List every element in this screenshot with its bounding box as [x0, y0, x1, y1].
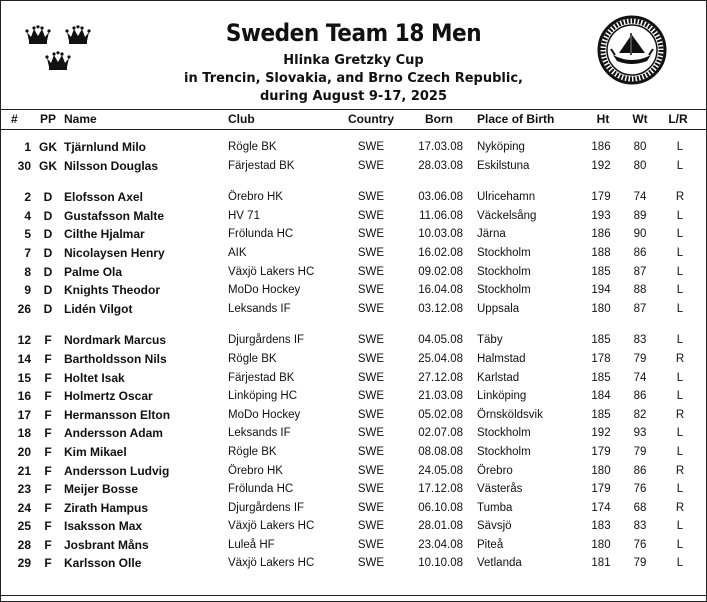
table-row — [1, 188, 706, 207]
table-row — [1, 536, 706, 555]
player-weight: 76 — [633, 538, 647, 551]
player-position: F — [44, 519, 52, 534]
table-row — [1, 554, 706, 573]
player-club: Örebro HK — [228, 464, 283, 477]
player-place-of-birth: Täby — [477, 334, 503, 347]
roster-header — [1, 1, 706, 109]
player-number: 8 — [24, 264, 31, 279]
tournament-location: in Trencin, Slovakia, and Brno Czech Republic, — [184, 71, 523, 86]
player-country: SWE — [357, 228, 385, 241]
player-born: 03.06.08 — [418, 191, 463, 204]
player-weight: 89 — [633, 209, 647, 222]
table-row — [1, 443, 706, 462]
player-shoots: L — [676, 390, 684, 403]
player-place-of-birth: Stockholm — [477, 284, 531, 297]
player-club: Djurgårdens IF — [228, 334, 305, 347]
player-country: SWE — [357, 246, 385, 259]
player-club: Rögle BK — [228, 352, 277, 365]
player-born: 11.06.08 — [419, 209, 463, 222]
player-club: Frölunda HC — [228, 228, 294, 241]
table-row — [1, 244, 706, 263]
player-height: 179 — [591, 483, 611, 496]
player-country: SWE — [357, 352, 385, 365]
table-row — [1, 499, 706, 518]
player-country: SWE — [357, 302, 385, 315]
player-place-of-birth: Stockholm — [477, 265, 531, 278]
player-shoots: R — [675, 191, 685, 204]
player-shoots: L — [676, 228, 684, 241]
player-shoots: L — [676, 141, 684, 153]
player-number: 18 — [17, 426, 31, 441]
player-weight: 76 — [633, 483, 647, 496]
player-club: Linköping HC — [228, 390, 298, 403]
player-place-of-birth: Örebro — [477, 464, 513, 477]
player-position: D — [43, 190, 53, 205]
column-header-born: Born — [425, 112, 453, 126]
player-position: F — [44, 444, 52, 459]
player-number: 9 — [24, 283, 31, 298]
player-name: Lidén Vilgot — [64, 301, 133, 316]
player-club: Rögle BK — [228, 141, 277, 153]
player-number: 14 — [17, 351, 31, 366]
player-number: 12 — [17, 333, 31, 348]
player-name: Andersson Ludvig — [64, 463, 170, 478]
goalies-group — [1, 138, 706, 175]
player-country: SWE — [357, 265, 385, 278]
player-club: Färjestad BK — [228, 371, 295, 384]
player-place-of-birth: Stockholm — [477, 246, 531, 259]
player-place-of-birth: Västerås — [477, 483, 523, 496]
table-row — [1, 207, 706, 226]
player-place-of-birth: Stockholm — [477, 427, 531, 440]
player-number: 21 — [17, 463, 31, 478]
column-header-place-of-birth: Place of Birth — [477, 112, 555, 126]
player-born: 24.05.08 — [418, 464, 463, 477]
player-name: Cilthe Hjalmar — [64, 227, 145, 242]
player-country: SWE — [357, 538, 385, 551]
player-weight: 82 — [633, 408, 647, 421]
player-height: 174 — [591, 501, 611, 514]
player-born: 28.01.08 — [418, 520, 463, 533]
player-name: Nordmark Marcus — [64, 333, 167, 348]
player-country: SWE — [357, 159, 385, 172]
player-place-of-birth: Sävsjö — [477, 520, 512, 533]
player-height: 185 — [591, 371, 611, 384]
player-name: Andersson Adam — [64, 426, 163, 441]
player-born: 25.04.08 — [418, 352, 463, 365]
player-born: 28.03.08 — [418, 159, 463, 172]
table-row — [1, 406, 706, 425]
player-name: Zirath Hampus — [64, 500, 149, 515]
forwards-group — [1, 331, 706, 573]
player-shoots: R — [675, 464, 685, 477]
player-born: 23.04.08 — [418, 538, 463, 551]
table-row — [1, 462, 706, 481]
player-shoots: R — [675, 408, 685, 421]
tournament-name: Hlinka Gretzky Cup — [283, 53, 424, 68]
player-height: 179 — [591, 445, 611, 458]
player-country: SWE — [357, 445, 385, 458]
table-row — [1, 331, 706, 350]
player-country: SWE — [357, 371, 385, 384]
player-name: Elofsson Axel — [64, 190, 143, 205]
player-shoots: R — [675, 501, 685, 514]
player-country: SWE — [357, 334, 385, 347]
player-place-of-birth: Stockholm — [477, 445, 531, 458]
player-position: F — [44, 389, 52, 404]
table-row — [1, 300, 706, 319]
player-name: Josbrant Måns — [64, 537, 149, 552]
roster-table — [1, 109, 706, 573]
player-number: 28 — [17, 537, 31, 552]
table-row — [1, 369, 706, 388]
player-shoots: L — [676, 445, 684, 458]
player-country: SWE — [357, 209, 385, 222]
table-row — [1, 480, 706, 499]
player-position: D — [43, 208, 53, 223]
player-weight: 83 — [633, 520, 647, 533]
player-born: 10.10.08 — [418, 557, 463, 570]
player-position: D — [43, 264, 53, 279]
player-name: Palme Ola — [64, 264, 123, 279]
player-club: Färjestad BK — [228, 159, 295, 172]
column-header-height: Ht — [596, 112, 610, 126]
player-club: Djurgårdens IF — [228, 501, 305, 514]
table-row — [1, 424, 706, 443]
player-name: Tjärnlund Milo — [64, 140, 146, 154]
player-place-of-birth: Eskilstuna — [477, 159, 530, 172]
player-name: Hermansson Elton — [64, 407, 171, 422]
player-position: F — [44, 500, 52, 515]
player-born: 09.02.08 — [418, 265, 463, 278]
player-position: F — [44, 407, 52, 422]
player-height: 184 — [591, 390, 611, 403]
player-position: F — [44, 482, 52, 497]
player-born: 02.07.08 — [418, 427, 463, 440]
player-name: Nilsson Douglas — [64, 158, 159, 173]
player-club: Växjö Lakers HC — [228, 520, 315, 533]
player-number: 4 — [24, 208, 31, 223]
player-position: D — [43, 227, 53, 242]
player-place-of-birth: Örnsköldsvik — [477, 408, 543, 421]
player-position: D — [43, 301, 53, 316]
table-row — [1, 225, 706, 244]
player-height: 186 — [591, 141, 611, 153]
player-born: 10.03.08 — [418, 228, 463, 241]
player-club: Luleå HF — [228, 538, 275, 551]
player-height: 180 — [591, 464, 611, 477]
player-height: 185 — [591, 408, 611, 421]
player-shoots: L — [676, 557, 684, 570]
page-title: Sweden Team 18 Men — [225, 19, 482, 47]
column-header-country: Country — [348, 112, 394, 126]
defense-group — [1, 188, 706, 318]
player-position: F — [44, 370, 52, 385]
player-position: F — [44, 351, 52, 366]
player-height: 186 — [591, 228, 611, 241]
column-header-club: Club — [228, 112, 255, 126]
player-number: 29 — [17, 556, 31, 571]
player-height: 179 — [591, 191, 611, 204]
player-born: 21.03.08 — [418, 390, 463, 403]
player-weight: 88 — [633, 284, 647, 297]
player-number: 2 — [24, 190, 31, 205]
player-position: F — [44, 426, 52, 441]
player-club: MoDo Hockey — [228, 408, 301, 421]
player-place-of-birth: Väckelsång — [477, 209, 537, 222]
player-weight: 87 — [633, 302, 647, 315]
player-country: SWE — [357, 191, 385, 204]
player-shoots: L — [676, 265, 684, 278]
player-shoots: L — [676, 520, 684, 533]
player-club: Rögle BK — [228, 445, 277, 458]
player-born: 06.10.08 — [418, 501, 463, 514]
player-shoots: R — [675, 352, 685, 365]
player-born: 16.04.08 — [418, 284, 463, 297]
player-weight: 74 — [633, 191, 647, 204]
player-country: SWE — [357, 520, 385, 533]
player-shoots: L — [676, 538, 684, 551]
player-country: SWE — [357, 501, 385, 514]
player-height: 185 — [591, 334, 611, 347]
player-country: SWE — [357, 141, 385, 153]
player-number: 15 — [17, 370, 31, 385]
player-club: Leksands IF — [228, 427, 291, 440]
player-position: F — [44, 463, 52, 478]
table-header-row — [1, 109, 706, 130]
player-place-of-birth: Tumba — [477, 501, 513, 514]
player-number: 23 — [17, 482, 31, 497]
player-weight: 74 — [633, 371, 647, 384]
player-shoots: L — [676, 209, 684, 222]
player-born: 27.12.08 — [418, 371, 463, 384]
player-name: Holtet Isak — [64, 370, 125, 385]
player-club: Växjö Lakers HC — [228, 265, 315, 278]
player-club: AIK — [228, 246, 247, 259]
player-place-of-birth: Vetlanda — [477, 557, 522, 570]
player-position: GK — [39, 158, 57, 173]
player-born: 04.05.08 — [418, 334, 463, 347]
player-shoots: L — [676, 334, 684, 347]
player-weight: 80 — [633, 159, 647, 172]
player-club: Örebro HK — [228, 191, 283, 204]
player-name: Bartholdsson Nils — [64, 351, 167, 366]
player-weight: 68 — [633, 501, 647, 514]
player-shoots: L — [676, 427, 684, 440]
player-height: 180 — [591, 538, 611, 551]
swedish-ice-hockey-association-seal-icon — [597, 15, 667, 85]
player-height: 194 — [591, 284, 611, 297]
player-number: 1 — [24, 140, 31, 154]
player-number: 17 — [17, 407, 31, 422]
column-header-name: Name — [64, 112, 97, 126]
tournament-dates: during August 9-17, 2025 — [259, 89, 448, 104]
player-height: 181 — [591, 557, 611, 570]
player-place-of-birth: Halmstad — [477, 352, 526, 365]
player-name: Knights Theodor — [64, 283, 160, 298]
player-height: 188 — [591, 246, 611, 259]
player-club: Frölunda HC — [228, 483, 294, 496]
player-shoots: L — [676, 483, 684, 496]
player-position: D — [43, 283, 53, 298]
player-club: Växjö Lakers HC — [228, 557, 315, 570]
player-shoots: L — [676, 302, 684, 315]
player-number: 5 — [24, 227, 31, 242]
player-born: 05.02.08 — [418, 408, 463, 421]
player-born: 03.12.08 — [418, 302, 463, 315]
player-number: 25 — [17, 519, 31, 534]
player-height: 193 — [591, 209, 611, 222]
player-position: F — [44, 333, 52, 348]
player-height: 192 — [591, 427, 611, 440]
player-country: SWE — [357, 464, 385, 477]
player-weight: 87 — [633, 265, 647, 278]
table-row — [1, 157, 706, 176]
player-place-of-birth: Karlstad — [477, 371, 520, 384]
player-weight: 80 — [633, 141, 647, 153]
table-row — [1, 138, 706, 157]
player-weight: 86 — [633, 464, 647, 477]
player-number: 24 — [17, 500, 31, 515]
player-weight: 86 — [633, 390, 647, 403]
player-weight: 90 — [633, 228, 647, 241]
player-club: Leksands IF — [228, 302, 291, 315]
player-name: Meijer Bosse — [64, 482, 139, 497]
player-name: Kim Mikael — [64, 444, 127, 459]
player-weight: 79 — [633, 352, 647, 365]
player-number: 30 — [17, 158, 31, 173]
player-number: 26 — [17, 301, 31, 316]
table-row — [1, 517, 706, 536]
player-name: Nicolaysen Henry — [64, 245, 165, 260]
player-name: Holmertz Oscar — [64, 389, 153, 404]
player-weight: 86 — [633, 246, 647, 259]
table-bottom-rule — [1, 595, 706, 596]
player-height: 192 — [591, 159, 611, 172]
player-weight: 93 — [633, 427, 647, 440]
player-place-of-birth: Uppsala — [477, 302, 520, 315]
player-name: Isaksson Max — [64, 519, 143, 534]
player-place-of-birth: Järna — [477, 228, 506, 241]
column-header-number: # — [11, 112, 18, 126]
player-position: GK — [39, 140, 57, 154]
table-row — [1, 263, 706, 282]
player-height: 183 — [591, 520, 611, 533]
player-number: 20 — [17, 444, 31, 459]
player-name: Karlsson Olle — [64, 556, 142, 571]
player-club: HV 71 — [228, 209, 260, 222]
table-row — [1, 281, 706, 300]
player-position: F — [44, 556, 52, 571]
column-header-position: PP — [39, 112, 56, 126]
player-born: 08.08.08 — [418, 445, 463, 458]
player-height: 180 — [591, 302, 611, 315]
column-header-shoots: L/R — [668, 112, 688, 126]
player-country: SWE — [357, 284, 385, 297]
player-country: SWE — [357, 483, 385, 496]
player-club: MoDo Hockey — [228, 284, 301, 297]
player-number: 16 — [17, 389, 31, 404]
table-row — [1, 387, 706, 406]
player-number: 7 — [24, 245, 31, 260]
player-name: Gustafsson Malte — [64, 208, 165, 223]
player-weight: 79 — [633, 557, 647, 570]
player-country: SWE — [357, 390, 385, 403]
player-weight: 83 — [633, 334, 647, 347]
player-country: SWE — [357, 427, 385, 440]
player-shoots: L — [676, 284, 684, 297]
player-place-of-birth: Linköping — [477, 390, 527, 403]
player-height: 185 — [591, 265, 611, 278]
table-row — [1, 350, 706, 369]
player-country: SWE — [357, 408, 385, 421]
player-weight: 79 — [633, 445, 647, 458]
player-position: D — [43, 245, 53, 260]
player-height: 178 — [591, 352, 611, 365]
player-shoots: L — [676, 159, 684, 172]
player-place-of-birth: Nyköping — [477, 141, 525, 153]
player-shoots: L — [676, 371, 684, 384]
player-place-of-birth: Piteå — [477, 538, 504, 551]
player-country: SWE — [357, 557, 385, 570]
column-header-weight: Wt — [632, 112, 648, 126]
player-position: F — [44, 537, 52, 552]
player-born: 16.02.08 — [418, 246, 463, 259]
player-born: 17.12.08 — [418, 483, 463, 496]
player-shoots: L — [676, 246, 684, 259]
player-place-of-birth: Ulricehamn — [477, 191, 536, 204]
player-born: 17.03.08 — [418, 141, 463, 153]
